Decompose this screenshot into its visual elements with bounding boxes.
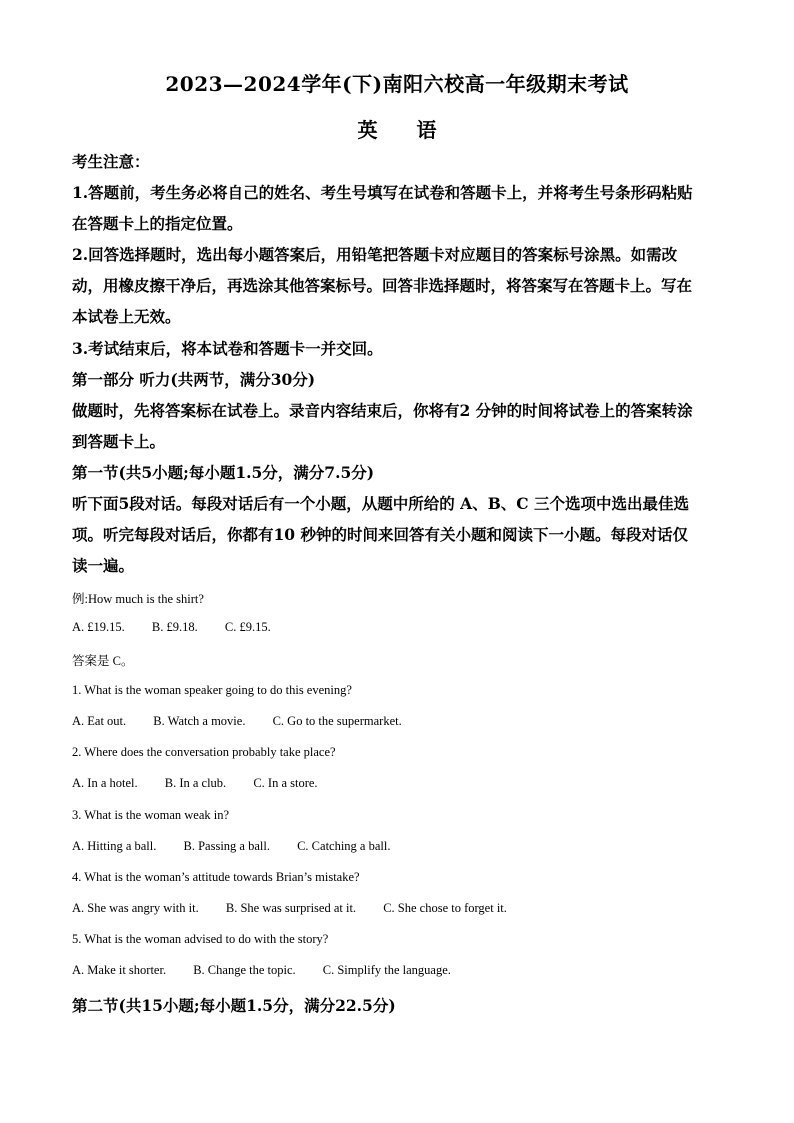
notice-item-2-line-2: 动，用橡皮擦干净后，再选涂其他答案标号。回答非选择题时，将答案写在答题卡上。写在 [72, 276, 693, 295]
question-1-option-b: B. Watch a movie. [153, 714, 246, 728]
notice-item-3: 3.考试结束后，将本试卷和答题卡一并交回。 [72, 339, 383, 358]
question-1-option-a: A. Eat out. [72, 714, 127, 728]
question-4-option-a: A. She was angry with it. [72, 901, 199, 915]
section-1-instruction-line-1: 听下面5段对话。每段对话后有一个小题，从题中所给的 A、B、C 三个选项中选出最佳选 [72, 494, 690, 513]
question-3-option-a: A. Hitting a ball. [72, 839, 157, 853]
exam-subject: 英 语 [357, 118, 453, 142]
section-1-instruction-line-2: 项。听完每段对话后，你都有10 秒钟的时间来回答有关小题和阅读下一小题。每段对话仅 [72, 525, 688, 544]
exam-title: 2023—2024学年(下)南阳六校高一年级期末考试 [165, 72, 629, 96]
example-answer: 答案是 C。 [72, 654, 134, 668]
question-2-option-b: B. In a club. [164, 776, 227, 790]
question-5-option-c: C. Simplify the language. [322, 963, 451, 977]
section-2-heading: 第二节(共15小题;每小题1.5分，满分22.5分) [72, 996, 396, 1015]
example-options [72, 620, 271, 635]
question-5-options [72, 963, 451, 978]
part-1-instruction-line-1: 做题时，先将答案标在试卷上。录音内容结束后，你将有2 分钟的时间将试卷上的答案转涂 [72, 401, 693, 420]
question-2-option-a: A. In a hotel. [72, 776, 138, 790]
part-1-instruction-line-2: 到答题卡上。 [72, 432, 166, 451]
example-option-c: C. £9.15. [224, 620, 271, 634]
notice-item-1-line-2: 在答题卡上的指定位置。 [72, 214, 243, 233]
question-5: 5. What is the woman advised to do with the story? [72, 932, 329, 946]
part-1-heading: 第一部分 听力(共两节，满分30分) [72, 370, 316, 389]
question-5-option-a: A. Make it shorter. [72, 963, 167, 977]
example-option-b: B. £9.18. [151, 620, 198, 634]
question-5-option-b: B. Change the topic. [193, 963, 296, 977]
question-2-options [72, 776, 318, 791]
question-4-options [72, 901, 507, 916]
question-3: 3. What is the woman weak in? [72, 808, 230, 822]
question-3-options [72, 839, 390, 854]
question-4-option-b: B. She was surprised at it. [225, 901, 357, 915]
example-option-a: A. £19.15. [72, 620, 125, 634]
question-3-option-c: C. Catching a ball. [297, 839, 391, 853]
question-2: 2. Where does the conversation probably take place? [72, 745, 336, 759]
question-1: 1. What is the woman speaker going to do this evening? [72, 683, 352, 697]
question-4: 4. What is the woman’s attitude towards Brian’s mistake? [72, 870, 360, 884]
notice-heading: 考生注意： [72, 152, 150, 171]
example-question: 例:How much is the shirt? [72, 592, 204, 606]
notice-item-2-line-1: 2.回答选择题时，选出每小题答案后，用铅笔把答题卡对应题目的答案标号涂黑。如需改 [72, 245, 678, 264]
question-1-options [72, 714, 402, 729]
question-1-option-c: C. Go to the supermarket. [272, 714, 402, 728]
section-1-heading: 第一节(共5小题;每小题1.5分，满分7.5分) [72, 463, 375, 482]
notice-item-1-line-1: 1.答题前，考生务必将自己的姓名、考生号填写在试卷和答题卡上，并将考生号条形码粘贴 [72, 183, 693, 202]
question-2-option-c: C. In a store. [253, 776, 318, 790]
question-3-option-b: B. Passing a ball. [183, 839, 270, 853]
question-4-option-c: C. She chose to forget it. [383, 901, 507, 915]
section-1-instruction-line-3: 读一遍。 [72, 556, 135, 575]
notice-item-2-line-3: 本试卷上无效。 [72, 307, 181, 326]
